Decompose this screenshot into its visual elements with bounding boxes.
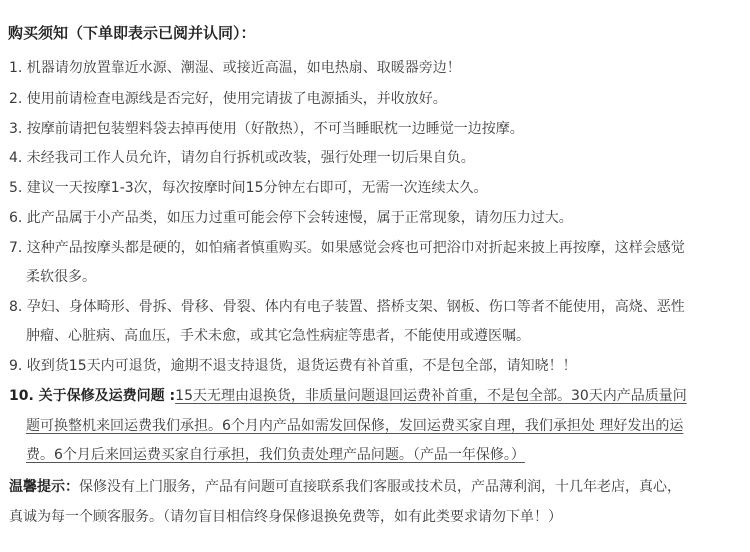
notice-item-10-line2 <box>26 416 683 436</box>
notice-item-6: 6. 此产品属于小产品类，如压力过重可能会停下会转速慢，属于正常现象，请勿压力过大。 <box>9 210 573 226</box>
notice-item-1: 1. 机器请勿放置靠近水源、潮湿、或接近高温，如电热扇、取暖器旁边！ <box>9 60 461 76</box>
notice-item-2: 2. 使用前请检查电源线是否完好，使用完请拔了电源插头，并收放好。 <box>9 91 447 107</box>
notice-item-10-line1 <box>9 386 687 406</box>
notice-item-7-line1: 7. 这种产品按摩头都是硬的，如怕痛者慎重购买。如果感觉会疼也可把浴巾对折起来披上再按摩，这样会感觉 <box>9 240 685 256</box>
notice-item-7-line2: 柔软很多。 <box>26 269 96 285</box>
warm-tip-text-1: 保修没有上门服务，产品有问题可直接联系我们客服或技术员，产品薄利润，十几年老店，真心， <box>79 479 681 495</box>
notice-item-3: 3. 按摩前请把包装塑料袋去掉再使用（好散热），不可当睡眠枕一边睡觉一边按摩。 <box>9 121 524 137</box>
warm-tip-line2: 真诚为每一个顾客服务。（请勿盲目相信终身保修退换免费等，如有此类要求请勿下单！） <box>9 509 562 525</box>
notice-item-5: 5. 建议一天按摩1-3次，每次按摩时间15分钟左右即可，无需一次连续太久。 <box>9 180 488 196</box>
warranty-text-3: 费。6个月后来回运费买家自行承担，我们负责处理产品问题。（产品一年保修。） <box>26 447 525 463</box>
notice-item-4: 4. 未经我司工作人员允许，请勿自行拆机或改装，强行处理一切后果自负。 <box>9 150 475 166</box>
warranty-text-1: 15天无理由退换货，非质量问题退回运费补首重，不是包全部。30天内产品质量问 <box>175 388 687 404</box>
warranty-section-label: 10. 关于保修及运费问题 : <box>9 388 176 404</box>
notice-item-8-line1: 8. 孕妇、身体畸形、骨拆、骨移、骨裂、体内有电子装置、搭桥支架、钢板、伤口等者不能使用，高烧、恶性 <box>9 299 685 315</box>
notice-item-8-line2: 肿瘤、心脏病、高血压，手术未愈，或其它急性病症等患者，不能使用或遵医嘱。 <box>26 328 530 344</box>
notice-item-10-line3 <box>26 445 525 465</box>
notice-title: 购买须知（下单即表示已阅并认同）： <box>8 24 256 42</box>
warm-tip-label: 温馨提示： <box>9 479 79 495</box>
warranty-text-2: 题可换整机来回运费我们承担。6个月内产品如需发回保修，发回运费买家自理，我们承担处 理好发出的运 <box>26 418 684 434</box>
warm-tip-line1 <box>9 477 681 497</box>
notice-item-9: 9. 收到货15天内可退货，逾期不退支持退货，退货运费有补首重，不是包全部，请知晓！！ <box>9 358 577 374</box>
